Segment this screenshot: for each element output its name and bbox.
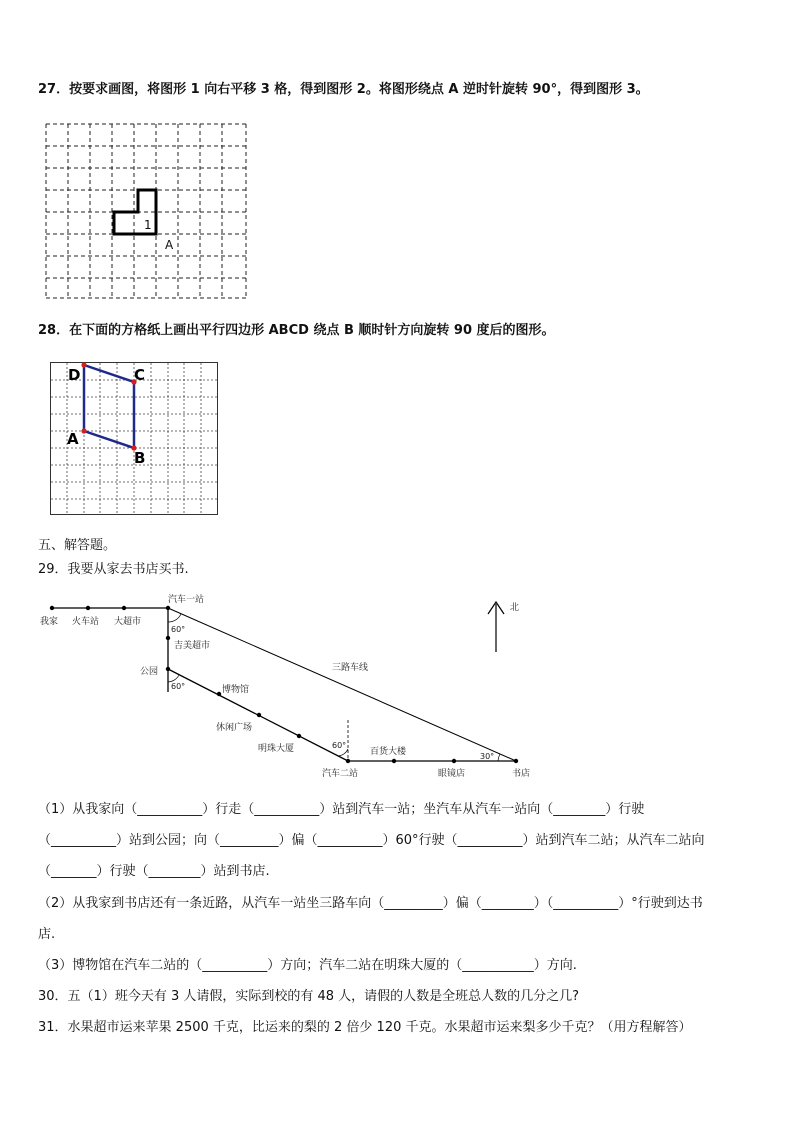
angle-60-a: 60° — [171, 625, 186, 634]
label-bus-stop-1: 汽车一站 — [168, 595, 205, 605]
label-dept-store: 百货大楼 — [370, 747, 407, 757]
label-park: 公园 — [140, 667, 159, 677]
q29-part2-line2: 店. — [38, 927, 56, 942]
label-b: B — [134, 449, 146, 467]
q29-part3-line1: （3）博物馆在汽车二站的（__________）方向；汽车二站在明珠大厦的（___________）方向. — [38, 958, 577, 973]
q29-part1-line2: （__________）站到公园；向（_________）偏（__________）60°行驶（__________）站到汽车二站；从汽车二站向 — [38, 833, 705, 848]
label-museum: 博物馆 — [222, 685, 250, 695]
label-route3: 三路车线 — [332, 663, 369, 673]
q29-route-map — [36, 588, 596, 788]
label-home: 我家 — [40, 617, 59, 627]
point-a-label: A — [165, 238, 174, 252]
q28-text: 28．在下面的方格纸上画出平行四边形 ABCD 绕点 B 顺时针方向旋转 90 度后的图形。 — [38, 323, 555, 338]
label-d: D — [68, 366, 81, 384]
label-a: A — [67, 430, 79, 448]
q30-text: 30．五（1）班今天有 3 人请假，实际到校的有 48 人，请假的人数是全班总人数的几分之几? — [38, 989, 580, 1004]
section-5-title: 五、解答题。 — [38, 538, 117, 553]
label-optical: 眼镜店 — [438, 769, 466, 779]
parallelogram-abcd — [84, 365, 134, 448]
label-supermarket: 大超市 — [114, 617, 142, 627]
q31-text: 31．水果超市运来苹果 2500 千克，比运来的梨的 2 倍少 120 千克。水果超市运来梨多少千克？（用方程解答） — [38, 1020, 692, 1035]
q28-grid-figure — [50, 362, 222, 516]
label-leisure: 休闲广场 — [216, 723, 253, 733]
shape-1-label: 1 — [144, 218, 152, 232]
point-d — [81, 362, 86, 367]
angle-30: 30° — [480, 752, 495, 761]
q29-text: 29．我要从家去书店买书. — [38, 562, 189, 577]
label-train: 火车站 — [72, 617, 100, 627]
q29-part1-line1: （1）从我家向（__________）行走（__________）站到汽车一站；坐汽车从汽车一站向（________）行驶 — [38, 802, 645, 817]
point-a — [81, 428, 86, 433]
label-mingzhu: 明珠大厦 — [258, 744, 295, 754]
q27-grid-figure — [40, 120, 250, 300]
label-bus-stop-2: 汽车二站 — [322, 769, 359, 779]
q29-part1-line3: （_______）行驶（________）站到书店. — [38, 864, 270, 879]
angle-60-c: 60° — [332, 741, 347, 750]
label-jimei: 吉美超市 — [174, 641, 211, 651]
q27-text: 27．按要求画图，将图形 1 向右平移 3 格，得到图形 2。将图形绕点 A 逆时针旋转 90°，得到图形 3。 — [38, 82, 649, 97]
label-c: C — [134, 366, 146, 384]
q29-part2-line1: （2）从我家到书店还有一条近路，从汽车一站坐三路车向（_________）偏（________）（__________）°行驶到达书 — [38, 896, 703, 911]
angle-60-b: 60° — [171, 682, 186, 691]
label-north: 北 — [510, 603, 520, 613]
label-bookstore: 书店 — [512, 769, 531, 779]
